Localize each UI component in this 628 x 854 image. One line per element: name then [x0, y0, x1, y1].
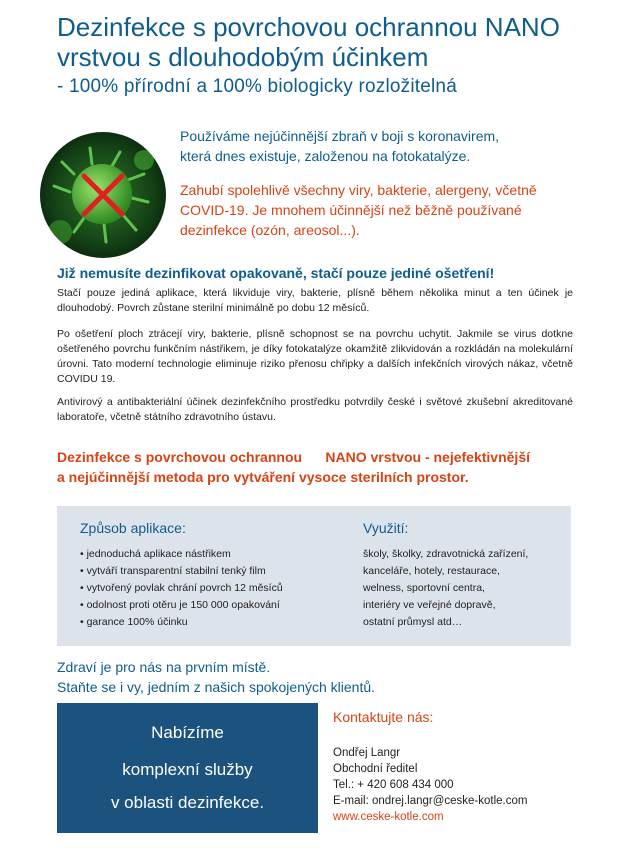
offer-line-1: Nabízíme	[151, 723, 224, 742]
offer-banner	[57, 703, 318, 833]
contact-details	[333, 745, 603, 825]
red-heading-line-2: a nejúčinnější metoda pro vytváření vysoce sterilních prostor.	[57, 469, 469, 485]
intro-red-line-2: COVID-19. Je mnohem účinnější než běžně používané	[180, 202, 522, 218]
list-item: interiéry ve veřejné dopravě,	[363, 599, 496, 611]
usage-list	[363, 546, 573, 631]
title-line-2: vrstvou s dlouhodobým účinkem	[57, 42, 429, 72]
website-link[interactable]: www.ceske-kotle.com	[333, 811, 444, 823]
list-item: • vytváří transparentní stabilní tenký film	[80, 563, 340, 580]
contact-email[interactable]: E-mail: ondrej.langr@ceske-kotle.com	[333, 795, 528, 807]
contact-title: Kontaktujte nás:	[333, 709, 434, 725]
paragraph-2: Po ošetření ploch ztrácejí viry, bakterie, plísně schopnost se na povrchu uchytit. Jakmile se virus dotkne ošetřeného povrchu funkčním nástřikem, je díky fotokatalýze okamžitě zlikvidován a rozkládán na molekulární úrovni. Tato moderní technologie eliminuje riziko přenosu chřipky a dalších infekčních virových nákaz, včetně COVIDU 19.	[57, 328, 573, 385]
list-item: welness, sportovní centra,	[363, 582, 485, 594]
section-heading: Již nemusíte dezinfikovat opakovaně, stačí pouze jediné ošetření!	[57, 265, 495, 281]
health-line-2: Staňte se i vy, jedním z našich spokojených klientů.	[57, 679, 376, 695]
intro-blue-line-1: Používáme nejúčinnější zbraň v boji s koronavirem,	[180, 128, 500, 144]
list-item: kanceláře, hotely, restaurace,	[363, 565, 500, 577]
application-list	[80, 546, 340, 631]
usage-title: Využití:	[363, 520, 409, 536]
list-item: • garance 100% účinku	[80, 614, 340, 631]
list-item: • odolnost proti otěru je 150 000 opakování	[80, 597, 340, 614]
list-item: • jednoduchá aplikace nástřikem	[80, 546, 340, 563]
page-title	[57, 12, 617, 72]
list-item: školy, školky, zdravotnická zařízení,	[363, 548, 529, 560]
application-title: Způsob aplikace:	[80, 520, 186, 536]
intro-red-text	[180, 180, 600, 240]
list-item: • vytvořený povlak chrání povrch 12 měsíců	[80, 580, 340, 597]
intro-red-line-3: dezinfekce (ozón, areosol...).	[180, 222, 360, 238]
intro-red-line-1: Zahubí spolehlivě všechny viry, bakterie, alergeny, včetně	[180, 182, 537, 198]
virus-illustration	[40, 132, 166, 258]
title-line-1: Dezinfekce s povrchovou ochrannou NANO	[57, 12, 560, 42]
contact-phone[interactable]: Tel.: + 420 608 434 000	[333, 779, 454, 791]
contact-role: Obchodní ředitel	[333, 763, 418, 775]
red-heading	[57, 447, 577, 487]
red-heading-line-1: Dezinfekce s povrchovou ochrannou NANO vrstvou - nejefektivnější	[57, 449, 530, 465]
health-line-1: Zdraví je pro nás na prvním místě.	[57, 659, 271, 675]
offer-line-2: komplexní služby	[122, 760, 253, 779]
intro-blue-text	[180, 126, 600, 166]
list-item: ostatní průmysl atd…	[363, 616, 463, 628]
intro-blue-line-2: která dnes existuje, založenou na fotokatalýze.	[180, 148, 471, 164]
health-slogan	[57, 657, 597, 697]
contact-name: Ondřej Langr	[333, 747, 401, 759]
offer-line-3: v oblasti dezinfekce.	[110, 793, 265, 812]
paragraph-3: Antivirový a antibakteriální účinek dezinfekčního prostředku potvrdily české i světové zkušební akreditované laboratoře, včetně státního zdravotního ústavu.	[57, 396, 573, 423]
paragraph-1: Stačí pouze jediná aplikace, která likviduje viry, bakterie, plísně během několika minut a ten účinek je dlouhodobý. Povrch zůstane sterilní minimálně po dobu 12 měsíců.	[57, 287, 573, 314]
page-subtitle: - 100% přírodní a 100% biologicky rozložitelná	[57, 76, 457, 97]
